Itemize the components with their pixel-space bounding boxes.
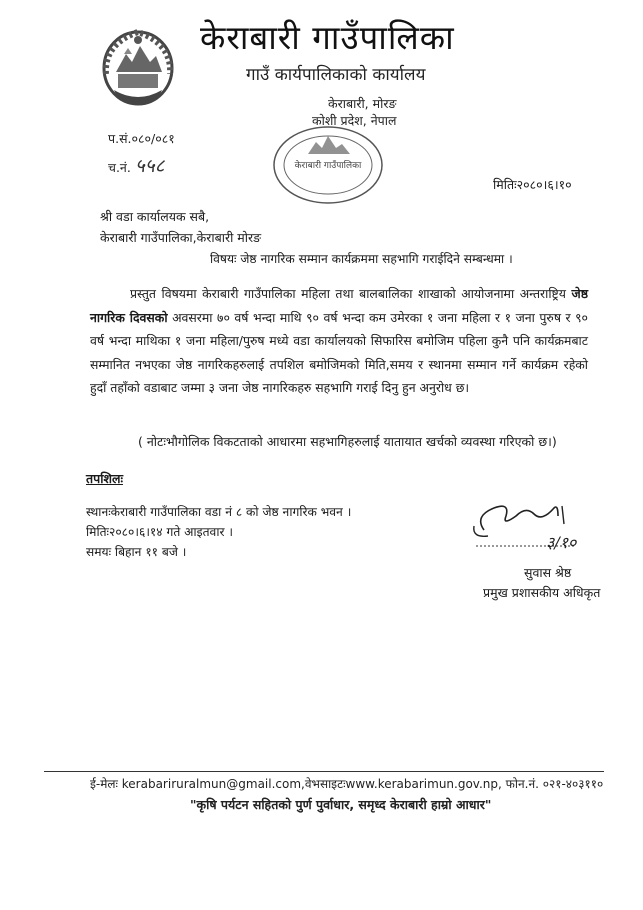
signatory-name: सुवास श्रेष्ठ [524,565,572,580]
chalani-handwritten: ५५८ [134,155,165,177]
schedule-time: समयः बिहान ११ बजे । [86,545,187,559]
office-seal-stamp [270,124,386,206]
footer-slogan: "कृषि पर्यटन सहितको पुर्ण पुर्वाधार, समृध्द केराबारी हाम्रो आधार" [190,797,492,812]
recipient-line-1: श्री वडा कार्यालयक सबै, [100,209,210,224]
letterhead-title: केराबारी गाउँपालिका [200,18,455,57]
patra-sankhya: प.सं.०८०/०८१ [108,131,175,146]
signature-date: ३/१० [546,533,577,552]
handwritten-signature [454,486,604,556]
letter-subject: विषयः जेष्ठ नागरिक सम्मान कार्यक्रममा सहभागि गराईदिने सम्बन्धमा । [210,252,513,266]
letterhead-subtitle: गाउँ कार्यपालिकाको कार्यालय [246,65,426,85]
body-text-bold: जेष्ठ नागरिक दिवसको [90,286,588,325]
recipient-line-2: केराबारी गाउँपालिका,केराबारी मोरङ [100,230,262,245]
footer-divider [44,771,604,772]
chalani-label: च.नं. [108,160,131,175]
body-text-post: अवसरमा ७० वर्ष भन्दा माथि ९० वर्ष भन्दा कम उमेरका १ जना महिला र १ जना पुरुष र ९० वर्ष भन्दा माथिका १ जना महिला/पुरुष मध्ये वडा कार्यालयको सिफारिस बमोजिम पहिला कुनै पनि कार्यक्रमबाट सम्मानित नभएका जेष्ठ नागरिकहरुलाई तपशिल बमोजिमको मिति,समय र स्थानमा सम्मान गर्ने कार्यक्रम रहेको हुदाँ तहाँको वडाबाट जम्मा ३ जना जेष्ठ नागरिकहरु सहभागि गराई दिनु हुन अनुरोध छ। [90,309,588,395]
letter-date: मितिः२०८०।६।१० [493,177,572,192]
footer-contact: ई-मेलः kerabariruralmun@gmail.com,वेभसाइटःwww.kerabarimun.gov.np, फोन.नं. ०२१-४०३११० [90,777,604,791]
body-text-pre: प्रस्तुत विषयमा केराबारी गाउँपालिका महिला तथा बालबालिका शाखाको आयोजनामा अन्तराष्ट्रिय [130,286,566,301]
signatory-title: प्रमुख प्रशासकीय अधिकृत [483,585,601,600]
transport-note: ( नोटःभौगोलिक विकटताको आधारमा सहभागिहरुलाई यातायात खर्चको व्यवस्था गरिएको छ।) [138,434,557,449]
schedule-place: स्थानःकेराबारी गाउँपालिका वडा नं ८ को जेष्ठ नागरिक भवन । [86,505,352,519]
schedule-date: मितिः२०८०।६।१४ गते आइतवार । [86,525,233,539]
nepal-emblem-icon [98,24,178,110]
address-line-1: केराबारी, मोरङ [328,96,397,111]
address-line-2: कोशी प्रदेश, नेपाल [312,113,397,128]
schedule-heading: तपशिलः [86,471,123,486]
chalani-number [108,152,164,178]
letter-body [90,282,588,400]
seal-text: केराबारी गाउँपालिका [294,161,362,171]
